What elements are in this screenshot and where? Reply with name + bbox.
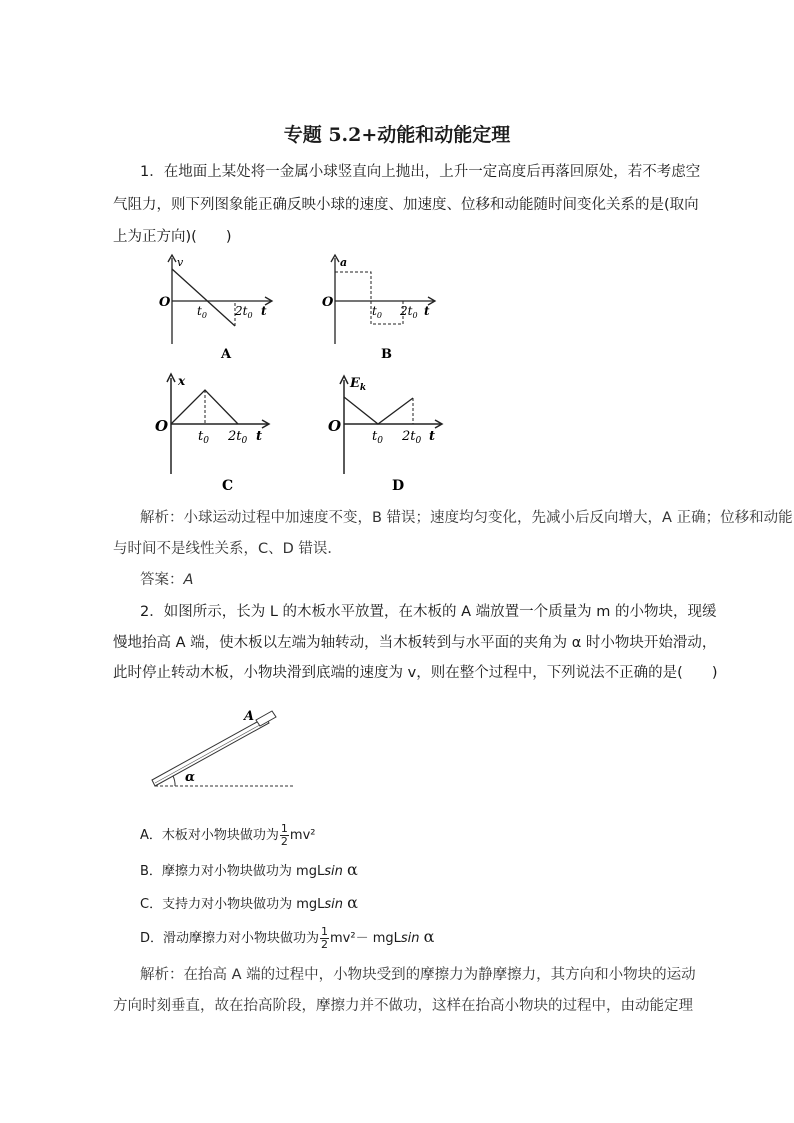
graph-d-label: D — [392, 478, 405, 494]
q1-analysis-line-1: 解析：小球运动过程中加速度不变，B 错误；速度均匀变化，先减小后反向增大，A 正确；位移和动能 — [140, 510, 793, 526]
graph-a-origin: O — [159, 295, 171, 310]
q2-option-b: B．摩擦力对小物块做功为 mgLsin α — [140, 860, 358, 879]
svg-text:Ek: $E_k$ — [350, 376, 367, 393]
graph-c — [152, 370, 282, 498]
graph-b — [318, 252, 448, 364]
q2-analysis-line-1: 解析：在抬高 A 端的过程中，小物块受到的摩擦力为静摩擦力，其方向和小物块的运动 — [140, 967, 696, 983]
graph-a — [155, 252, 285, 364]
graph-b-label: B — [381, 347, 392, 362]
q1-answer: 答案：A — [140, 572, 194, 588]
q2-option-a: A．木板对小物块做功为 $\frac{1}{2}$ mv² — [140, 822, 316, 848]
angle-label: α — [185, 770, 196, 785]
q2-option-c: C．支持力对小物块做功为 mgLsin α — [140, 893, 358, 912]
block-label: A — [244, 709, 255, 724]
q1-analysis-line-2: 与时间不是线性关系，C、D 错误． — [113, 541, 342, 557]
graph-a-yaxis-label: v — [177, 256, 184, 269]
graph-a-taxis-label: t — [261, 304, 267, 318]
graph-b-yaxis-label: a — [340, 256, 348, 269]
svg-text:2t0: $2t_0$ — [402, 429, 422, 446]
graph-d-origin: O — [328, 417, 342, 435]
graph-c-taxis-label: t — [256, 429, 263, 444]
graph-c-yaxis-label: x — [178, 374, 186, 388]
graph-c-origin: O — [155, 417, 169, 435]
q2-line-1: 2．如图所示，长为 L 的木板水平放置，在木板的 A 端放置一个质量为 m 的小物块，现缓 — [140, 604, 717, 620]
q2-line-3: 此时停止转动木板，小物块滑到底端的速度为 v，则在整个过程中，下列说法不正确的是( ) — [113, 665, 718, 681]
svg-text:t0: $t_0$ — [197, 304, 207, 320]
graph-d — [325, 370, 455, 498]
svg-text:t0: $t_0$ — [372, 304, 382, 320]
q2-analysis-line-2: 方向时刻垂直，故在抬高阶段，摩擦力并不做功，这样在抬高小物块的过程中，由动能定理 — [113, 998, 693, 1014]
q2-line-2: 慢地抬高 A 端，使木板以左端为轴转动，当木板转到与水平面的夹角为 α 时小物块开始滑动， — [113, 635, 717, 651]
graph-c-label: C — [222, 478, 234, 494]
svg-text:t0: $t_0$ — [198, 429, 209, 446]
graph-a-label: A — [221, 347, 232, 362]
graph-b-taxis-label: t — [424, 304, 430, 318]
q1-line-2: 气阻力，则下列图象能正确反映小球的速度、加速度、位移和动能随时间变化关系的是(取向 — [113, 197, 699, 213]
svg-text:2t0: $2t_0$ — [400, 304, 418, 320]
inclined-board-figure — [145, 700, 305, 795]
svg-text:2t0: $2t_0$ — [235, 304, 253, 320]
q2-option-d: D．滑动摩擦力对小物块做功为 $\frac{1}{2}$ mv²－ mgLsin α — [140, 925, 435, 951]
svg-text:2t0: $2t_0$ — [228, 429, 248, 446]
q1-line-3: 上为正方向)( ) — [113, 229, 232, 245]
svg-text:t0: $t_0$ — [372, 429, 383, 446]
graph-b-origin: O — [322, 295, 334, 310]
page-title: 专题 5.2+动能和动能定理 — [283, 124, 511, 146]
graph-d-taxis-label: t — [429, 429, 436, 444]
q1-line-1: 1．在地面上某处将一金属小球竖直向上抛出，上升一定高度后再落回原处，若不考虑空 — [140, 164, 701, 180]
graph-d-yaxis-label: E — [350, 376, 360, 391]
